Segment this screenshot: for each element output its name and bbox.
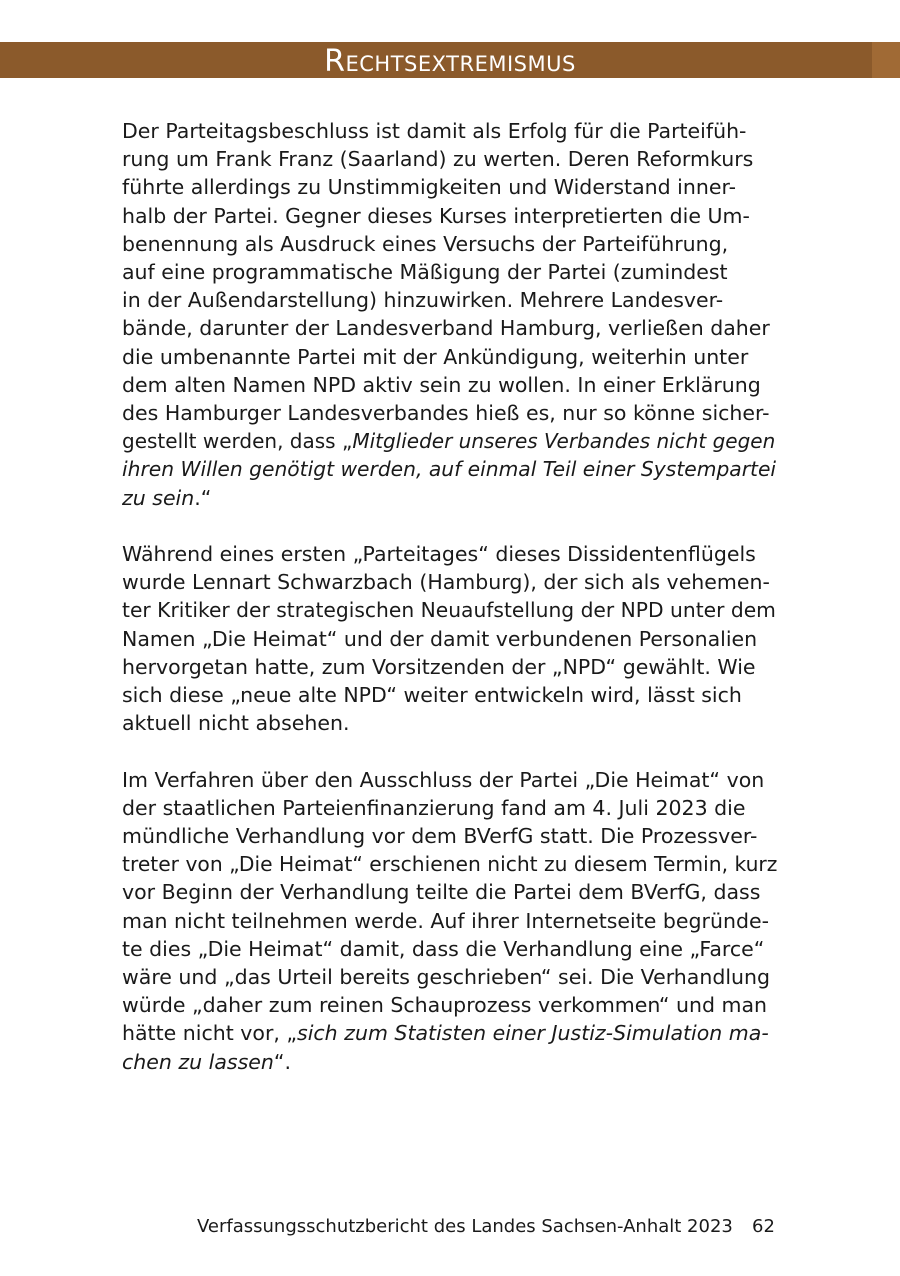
text-line [122,1019,782,1047]
text-line [122,202,782,230]
text-segment: mündliche Verhandlung vor dem BVerfG statt. Die Prozessver- [122,824,758,849]
text-line [122,286,782,314]
body-text [122,117,782,1104]
text-segment: Der Parteitagsbeschluss ist damit als Erfolg für die Parteifüh- [122,119,747,143]
text-segment: Während eines ersten „Parteitages“ dieses Dissidentenflügels [122,542,756,567]
text-segment: “. [273,1049,292,1074]
text-segment: ter Kritiker der strategischen Neuaufstellung der NPD unter dem [122,598,776,623]
text-line [122,709,782,737]
text-segment: .“ [194,485,212,510]
text-line [122,314,782,342]
quoted-text: chen zu lassen [122,1049,274,1074]
text-segment: die umbenannte Partei mit der Ankündigung, weiterhin unter [122,344,749,369]
text-segment: treter von „Die Heimat“ erschienen nicht zu diesem Termin, kurz [122,852,778,877]
text-segment: würde „daher zum reinen Schauprozess verkommen“ und man [122,993,768,1018]
text-segment: man nicht teilnehmen werde. Auf ihrer Internetseite begründe- [122,908,769,933]
page-number: 62 [752,1216,775,1237]
text-line [122,963,782,991]
text-segment: hätte nicht vor, „ [122,1021,298,1046]
text-line [122,991,782,1019]
text-line [122,850,782,878]
text-segment: bände, darunter der Landesverband Hamburg, verließen daher [122,316,770,341]
text-line [122,399,782,427]
text-line [122,145,782,173]
text-segment: Im Verfahren über den Ausschluss der Partei „Die Heimat“ von [122,767,765,792]
quoted-text: sich zum Statisten einer Justiz-Simulation ma- [297,1021,769,1046]
text-line [122,484,782,512]
text-segment: hervorgetan hatte, zum Vorsitzenden der „NPD“ gewählt. Wie [122,654,756,679]
section-title: Rechtsextremismus [324,44,576,79]
text-segment: vor Beginn der Verhandlung teilte die Partei dem BVerfG, dass [122,880,761,905]
text-segment: führte allerdings zu Unstimmigkeiten und Widerstand inner- [122,175,736,200]
text-segment: dem alten Namen NPD aktiv sein zu wollen. In einer Erklärung [122,372,761,397]
text-line [122,173,782,201]
text-segment: te dies „Die Heimat“ damit, dass die Verhandlung eine „Farce“ [122,936,765,961]
text-segment: der staatlichen Parteienfinanzierung fand am 4. Juli 2023 die [122,795,746,820]
text-segment: aktuell nicht absehen. [122,711,350,736]
text-line [122,596,782,624]
text-line [122,878,782,906]
paragraph [122,540,782,737]
text-line [122,935,782,963]
text-line [122,794,782,822]
text-line [122,455,782,483]
text-segment: wäre und „das Urteil bereits geschrieben“ sei. Die Verhandlung [122,965,771,990]
text-line [122,625,782,653]
text-segment: halb der Partei. Gegner dieses Kurses interpretierten die Um- [122,203,750,228]
text-segment: auf eine programmatische Mäßigung der Partei (zumindest [122,260,728,285]
text-segment: in der Außendarstellung) hinzuwirken. Mehrere Landesver- [122,288,724,313]
text-line [122,653,782,681]
paragraph [122,766,782,1076]
text-segment: gestellt werden, dass „ [122,429,353,454]
text-segment: des Hamburger Landesverbandes hieß es, nur so könne sicher- [122,401,770,426]
quoted-text: Mitglieder unseres Verbandes nicht gegen [352,429,776,454]
text-segment: wurde Lennart Schwarzbach (Hamburg), der sich als vehemen- [122,570,770,595]
text-line [122,1048,782,1076]
text-line [122,371,782,399]
text-line [122,343,782,371]
text-segment: rung um Frank Franz (Saarland) zu werten. Deren Reformkurs [122,147,754,172]
text-line [122,258,782,286]
text-line [122,117,782,145]
text-line [122,766,782,794]
text-line [122,681,782,709]
text-segment: Namen „Die Heimat“ und der damit verbundenen Personalien [122,626,758,651]
text-segment: benennung als Ausdruck eines Versuchs der Parteiführung, [122,231,729,256]
text-line [122,230,782,258]
text-line [122,568,782,596]
text-segment: sich diese „neue alte NPD“ weiter entwickeln wird, lässt sich [122,683,742,708]
text-line [122,540,782,568]
text-line [122,822,782,850]
paragraph [122,117,782,512]
quoted-text: ihren Willen genötigt werden, auf einmal Teil einer Systempartei [122,457,777,482]
footer-report-title: Verfassungsschutzbericht des Landes Sachsen-Anhalt 2023 [197,1216,733,1237]
text-line [122,427,782,455]
quoted-text: zu sein [122,485,195,510]
text-line [122,907,782,935]
